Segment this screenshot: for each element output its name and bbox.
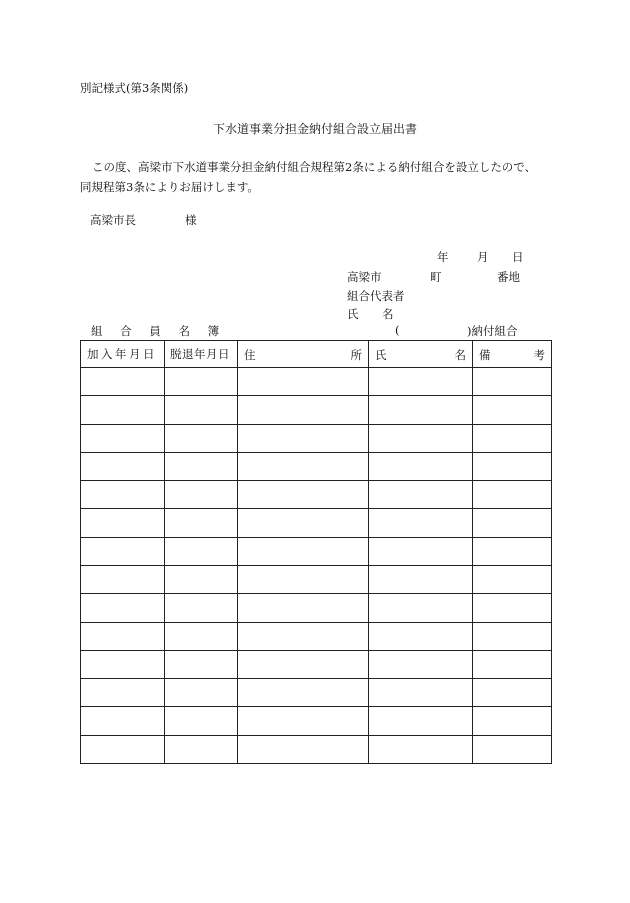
roster-header-row [81,341,552,368]
roster-body [81,368,552,764]
cell-remarks [473,509,552,537]
representative-label: 組合代表者 [347,289,405,303]
cell-join-date [81,537,165,565]
cell-address [238,679,369,707]
cell-address [238,565,369,593]
table-row [81,537,552,565]
cell-name [369,679,473,707]
cell-remarks [473,650,552,678]
cell-address [238,396,369,424]
cell-join-date [81,509,165,537]
member-roster-table [80,340,552,764]
cell-leave-date [165,565,238,593]
addressee-name: 高梁市長 [90,213,136,227]
cell-leave-date [165,452,238,480]
table-row [81,368,552,396]
cell-name [369,424,473,452]
cell-leave-date [165,396,238,424]
cell-remarks [473,679,552,707]
cell-name [369,396,473,424]
cell-join-date [81,565,165,593]
cell-leave-date [165,622,238,650]
cell-join-date [81,424,165,452]
table-row [81,452,552,480]
header-name-1: 氏 [375,348,387,362]
cell-join-date [81,368,165,396]
cell-name [369,368,473,396]
addressee-honorific: 様 [185,213,197,227]
date-month-label: 月 [477,250,489,264]
table-row [81,650,552,678]
form-reference: 別記様式(第3条関係) [80,81,189,95]
cell-address [238,509,369,537]
cell-name [369,452,473,480]
cell-name [369,509,473,537]
address-lot-label: 番地 [497,270,520,284]
date-year-label: 年 [437,250,449,264]
cell-join-date [81,622,165,650]
address-town-label: 町 [430,270,442,284]
cell-leave-date [165,650,238,678]
table-row [81,622,552,650]
cell-address [238,481,369,509]
document-title: 下水道事業分担金納付組合設立届出書 [212,122,417,136]
header-address [238,341,369,368]
union-name-line [395,323,535,339]
cell-address [238,424,369,452]
header-address-2: 所 [350,348,362,362]
cell-name [369,481,473,509]
cell-address [238,707,369,735]
cell-name [369,565,473,593]
name-label-2: 名 [382,307,394,321]
header-address-1: 住 [244,348,256,362]
cell-address [238,622,369,650]
body-line-1: この度、高梁市下水道事業分担金納付組合規程第2条による納付組合を設立したので、 [92,160,537,174]
cell-address [238,594,369,622]
body-paragraph [80,157,560,197]
table-row [81,396,552,424]
roster-title: 組 合 員 名 簿 [91,324,227,338]
cell-address [238,368,369,396]
cell-join-date [81,650,165,678]
cell-name [369,537,473,565]
table-row [81,594,552,622]
cell-leave-date [165,368,238,396]
name-label-1: 氏 [347,307,359,321]
cell-remarks [473,481,552,509]
cell-name [369,735,473,763]
cell-remarks [473,622,552,650]
cell-join-date [81,594,165,622]
cell-name [369,622,473,650]
header-remarks-2: 考 [533,348,545,362]
cell-leave-date [165,679,238,707]
header-remarks-1: 備 [479,348,491,362]
cell-remarks [473,565,552,593]
header-join-date: 加入年月日 [81,341,165,368]
cell-leave-date [165,707,238,735]
cell-join-date [81,679,165,707]
date-day-label: 日 [512,250,524,264]
cell-join-date [81,396,165,424]
cell-leave-date [165,594,238,622]
cell-remarks [473,424,552,452]
header-name-2: 名 [454,348,466,362]
representative-name-line [347,306,407,322]
cell-address [238,537,369,565]
union-paren-open: ( [395,323,400,337]
header-remarks [473,341,552,368]
cell-join-date [81,735,165,763]
table-row [81,424,552,452]
cell-name [369,594,473,622]
cell-leave-date [165,509,238,537]
body-line-2: 同規程第3条によりお届けします。 [80,180,259,194]
cell-remarks [473,452,552,480]
cell-address [238,735,369,763]
cell-join-date [81,452,165,480]
cell-remarks [473,594,552,622]
cell-remarks [473,368,552,396]
table-row [81,679,552,707]
cell-leave-date [165,481,238,509]
cell-name [369,707,473,735]
union-paren-suffix: )納付組合 [467,324,518,338]
cell-remarks [473,396,552,424]
cell-join-date [81,707,165,735]
address-city: 高梁市 [347,270,382,284]
table-row [81,707,552,735]
date-line [437,249,527,265]
address-line [347,269,527,285]
cell-leave-date [165,424,238,452]
table-row [81,481,552,509]
cell-remarks [473,537,552,565]
cell-name [369,650,473,678]
cell-address [238,650,369,678]
table-row [81,509,552,537]
cell-leave-date [165,537,238,565]
cell-leave-date [165,735,238,763]
cell-join-date [81,481,165,509]
table-row [81,735,552,763]
cell-remarks [473,707,552,735]
header-name [369,341,473,368]
cell-address [238,452,369,480]
cell-remarks [473,735,552,763]
table-row [81,565,552,593]
header-leave-date: 脱退年月日 [165,341,238,368]
addressee [90,212,197,228]
